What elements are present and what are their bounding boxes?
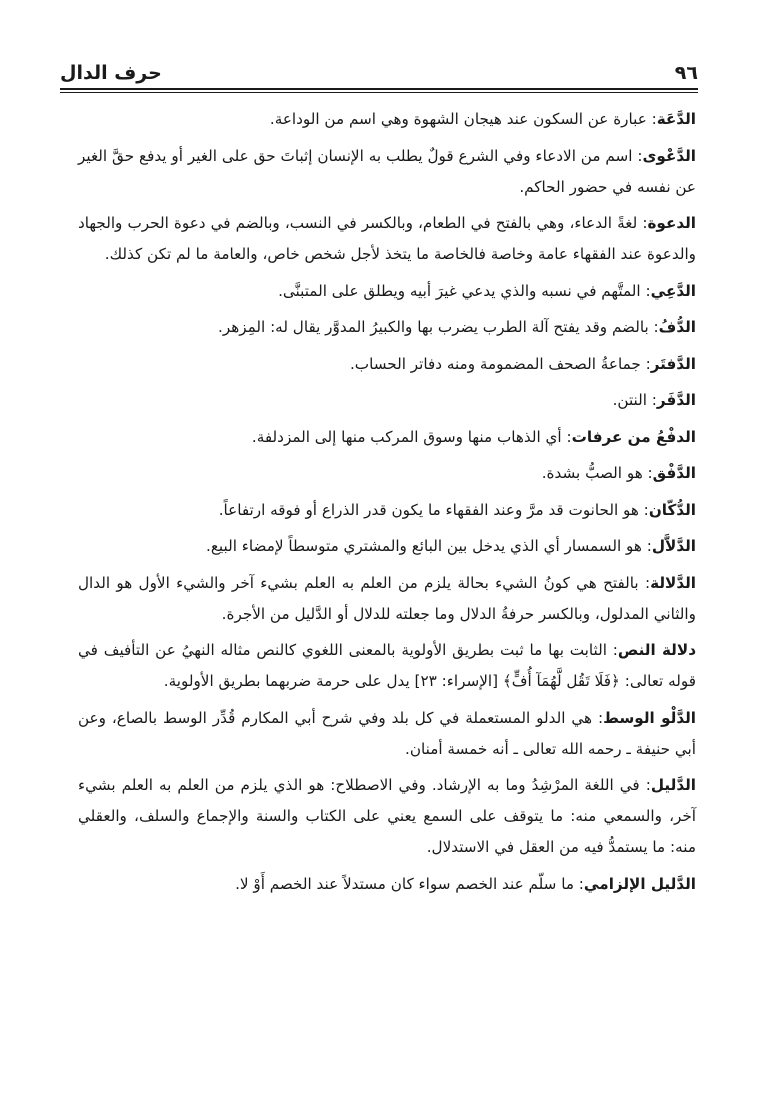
entry-definition: لغةً الدعاء، وهي بالفتح في الطعام، وبالكسر في النسب، وبالضم في دعوة الحرب والجهاد والدعوة عند الفقهاء عامة وخاصة فالخاصة ما يتخذ لأجل شخص خاص، والعامة ما لم تكن كذلك. — [78, 214, 696, 263]
entry-term: الدَّعَة — [656, 110, 696, 128]
term-separator: : — [638, 500, 649, 519]
header-title: حرف الدال — [60, 62, 162, 84]
term-separator: : — [592, 708, 604, 727]
dictionary-entry — [78, 495, 696, 526]
dictionary-entry — [78, 349, 696, 380]
term-separator: : — [606, 641, 618, 659]
term-separator: : — [648, 318, 659, 336]
entry-definition: هو الحانوت قد مرَّ وعند الفقهاء ما يكون قدر الذراع أو فوقه ارتفاعاً. — [218, 500, 639, 519]
dictionary-entry — [78, 422, 696, 453]
entry-term: الدُّفُ — [658, 318, 696, 336]
dictionary-entry — [78, 385, 696, 416]
term-separator: : — [641, 537, 652, 555]
dictionary-entry — [78, 312, 696, 343]
entry-definition: النتن. — [612, 391, 647, 409]
term-separator: : — [640, 354, 651, 373]
term-separator: : — [642, 464, 653, 482]
term-separator: : — [639, 776, 651, 794]
entry-definition: ما سلّم عند الخصم سواء كان مستدلاً عند الخصم أَوْ لا. — [235, 874, 574, 893]
entry-definition: اسم من الادعاء وفي الشرع قولٌ يطلب به الإنسان إثباتَ حق على الغير أو يدفع حقَّ الغير عن نفسه في حضور الحاكم. — [78, 146, 696, 196]
dictionary-entries — [78, 104, 696, 905]
entry-term: الدَّفَر — [656, 391, 696, 409]
dictionary-entry — [78, 869, 696, 900]
running-header — [60, 58, 698, 84]
entry-term: الدفْعُ من عرفات — [571, 427, 696, 446]
entry-term: دلالة النص — [617, 641, 696, 659]
dictionary-entry — [78, 568, 696, 630]
entry-term: الدَّليل الإلزامي — [583, 874, 696, 893]
entry-term: الدَّليل — [650, 776, 696, 794]
entry-definition: بالضم وقد يفتح آلة الطرب يضرب بها والكبيرُ المدوَّر يقال له: المِزهر. — [218, 318, 649, 336]
term-separator: : — [632, 146, 643, 165]
entry-term: الدَّفتَر — [650, 354, 696, 373]
entry-term: الدَّلالة — [650, 573, 697, 592]
entry-term: الدعوة — [647, 214, 696, 232]
entry-term: الدَّعْوى — [642, 146, 696, 165]
term-separator: : — [640, 281, 651, 300]
dictionary-entry — [78, 531, 696, 562]
entry-term: الدَّعِي — [650, 281, 696, 300]
dictionary-entry — [78, 770, 696, 863]
entry-definition: أي الذهاب منها وسوق المركب منها إلى المزدلفة. — [251, 427, 562, 446]
header-rule — [60, 88, 698, 90]
dictionary-entry — [78, 208, 696, 270]
page-number: ٩٦ — [674, 62, 698, 84]
entry-term: الدُّكّان — [648, 500, 696, 519]
entry-definition: عبارة عن السكون عند هيجان الشهوة وهي اسم من الوداعة. — [269, 110, 647, 128]
entry-definition: الثابت بها ما ثبت بطريق الأولوية بالمعنى اللغوي كالنص مثاله النهيُ عن التأفيف في قوله تعالى: ﴿فَلَا تَقُل لَّهُمَآ أُفٍّ﴾ [الإسراء: ٢٣] يدل على حرمة ضربهما بطريق الأولوية. — [78, 641, 696, 690]
dictionary-entry — [78, 458, 696, 489]
term-separator: : — [646, 391, 657, 409]
dictionary-entry — [78, 703, 696, 765]
entry-definition: بالفتح هي كونُ الشيء بحالة يلزم من العلم به العلم بشيء آخر والشيء الأول هو الدال والثاني المدلول، وبالكسر حرفةُ الدلال وما جعلته للدلال أو الدَّليل من الأجرة. — [78, 573, 696, 623]
term-separator: : — [561, 427, 572, 446]
entry-term: الدَّلاَّل — [651, 537, 696, 555]
term-separator: : — [638, 573, 651, 592]
entry-definition: هو السمسار أي الذي يدخل بين البائع والمشتري متوسطاً لإمضاء البيع. — [206, 537, 642, 555]
entry-definition: جماعةُ الصحف المضمومة ومنه دفاتر الحساب. — [349, 354, 641, 373]
term-separator: : — [637, 214, 648, 232]
dictionary-entry — [78, 635, 696, 697]
entry-definition: هو الصبُّ بشدة. — [541, 464, 643, 482]
entry-term: الدَّلْو الوسط — [603, 708, 697, 727]
entry-definition: المتَّهم في نسبه والذي يدعي غيرَ أبيه ويطلق على المتبنَّى. — [278, 281, 641, 300]
dictionary-entry — [78, 104, 696, 135]
term-separator: : — [573, 874, 584, 893]
entry-term: الدَّفْق — [652, 464, 696, 482]
entry-definition: هي الدلو المستعملة في كل بلد وفي شرح أبي المكارم قُدِّر الوسط بالصاع، وعن أبي حنيفة ـ رحمه الله تعالى ـ أنه خمسة أمنان. — [78, 708, 696, 758]
dictionary-entry — [78, 276, 696, 307]
entry-definition: في اللغة المرْشِدُ وما به الإرشاد. وفي الاصطلاح: هو الذي يلزم من العلم به العلم بشيء آخر، والسمعي منه: ما يتوقف على السمع يعني على الكتاب والسنة والإجماع والسلف، والعقلي منه: ما يستمدُّ فيه من العقل في الاستدلال. — [78, 776, 696, 856]
term-separator: : — [646, 110, 657, 128]
dictionary-entry — [78, 141, 696, 203]
header-rule-thin — [60, 92, 698, 93]
